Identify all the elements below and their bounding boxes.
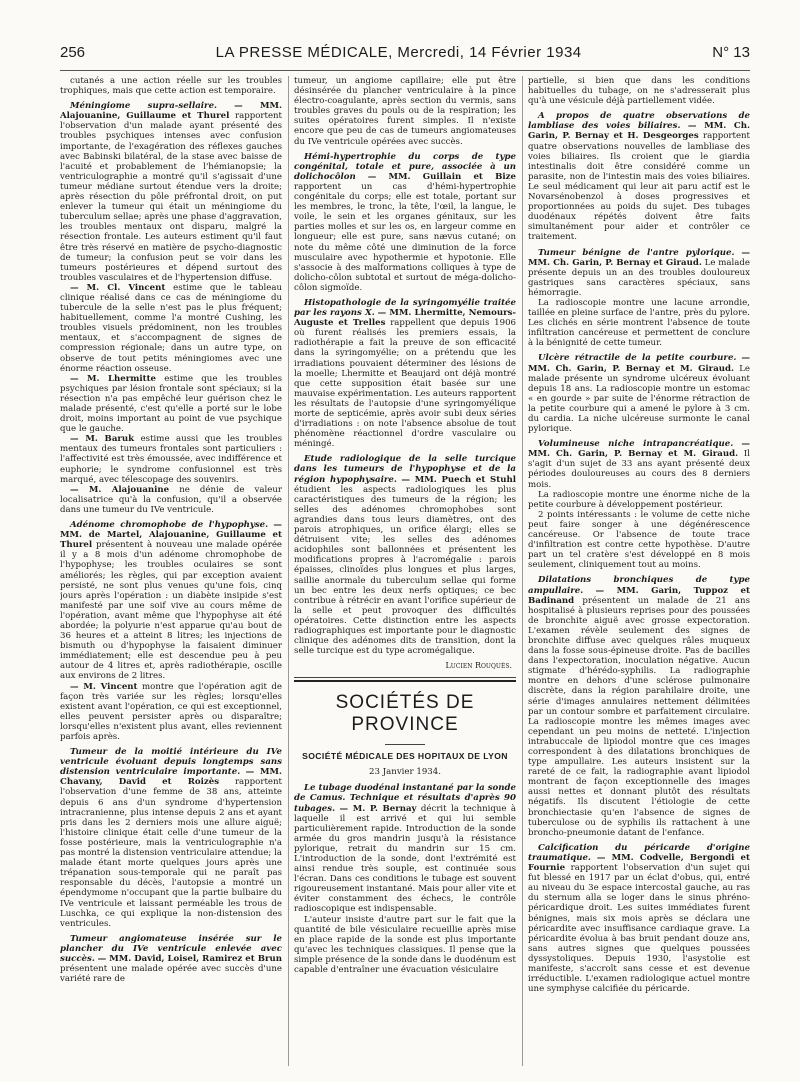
abstract-text: rapportent quatre observations nouvelles de lambliase des voies biliaires. Ils croient que le giardia intestinalis doit être considéré comme un parasite, non de l'intestin mais des voies biliaires. Le seul médicament qui leur ait paru actif est le Novarsénobenzol à doses progressives et proportionnées au poids du sujet. Des tubages duodénaux répétés doivent être faits simultanément pour aider et contrôler ce traitement. (528, 131, 750, 243)
abstract-title: Tumeur de la moitié intérieure du IVe ventricule évoluant depuis longtemps sans distension ventriculaire importante. (60, 747, 282, 778)
abstract-text: présentent un malade de 21 ans hospitalisé à plusieurs reprises pour des poussées de bronchite aiguë avec grosse expectoration. L'examen révèle seulement des signes de bronchite diffuse avec quelques râles muqueux dans la fosse sous-épineuse droite. Pas de bacilles dans l'expectoration, inoculation négative. Aucun stigmate d'hérédo-syphilis. La radiographie montre en dehors d'une sclérose pulmonaire discrète, dans la région parahilaire droite, une série d'images annulaires nettement délimitées par un contour sombre et parfaitement circulaire. La radioscopie montre les mêmes images avec cependant un peu moins de netteté. L'injection intrabuccale de lipiodol montre que ces images correspondent à des dilatations bronchiques de type ampullaire. Les auteurs insistent sur la rareté de ce fait, la radiographie avant lipiodol montrant de façon exceptionnelle des images aussi nettes et donnant plutôt des résultats négatifs. Ils discutent l'étiologie de cette bronchiectasie qu'en l'absence de signes de tuberculose ou de syphilis ils rattachent à une broncho-pneumonie datant de l'enfance. (528, 595, 750, 838)
paragraph (294, 76, 516, 147)
abstract-paragraph (60, 520, 282, 682)
abstract-text: montre que l'opération agit de façon très variée sur les règles; lorsqu'elles existent avant l'opération, ce qui est exceptionnel, elles peuvent persister après ou disparaître; lorsqu'elles n'existent plus avant, elles reviennent parfois après. (60, 681, 282, 742)
abstract-title: Etude radiologique de la selle turcique dans les tumeurs de l'hypophyse et de la région hypophysaire. (294, 454, 516, 485)
abstract-text: rapportent l'observation d'un sujet qui fut blessé en 1917 par un éclat d'obus, qui, entré au niveau du 3e espace intercostal gauche, au ras du sternum alla se loger dans le sinus phréno-péricardique droit. Les suites immédiates furent bénignes, mais six mois après se déclara une péricardite avec insuffisance cardiaque grave. La péricardite évolua à bas bruit pendant douze ans, sans autres signes que quelques poussées dyssystoliques. Depuis 1930, l'asystolie est manifeste, s'accroît sans cesse et est devenue irréductible. L'examen radiologique actuel montre une symphyse calcifiée du péricarde. (528, 863, 750, 995)
running-header (60, 44, 750, 71)
abstract-text: Le malade présente depuis un an des troubles douloureux gastriques sans caractères spéciaux, sans hémorragie. (528, 257, 750, 298)
abstract-title: Volumineuse niche intrapancréatique. (538, 439, 734, 450)
column-rule (522, 76, 523, 1066)
section-title: SOCIÉTÉS DE PROVINCE (335, 692, 475, 736)
abstract-title: Ulcère rétractile de la petite courbure. (538, 353, 737, 364)
abstract-title: Calcification du péricarde d'origine traumatique. (528, 842, 750, 863)
abstract-text: étudient les aspects radiologiques les plus caractéristiques des tumeurs de la région; les selles des adénomes chromophobes sont agrandies dans tous leurs diamètres, ont des parois atrophiques, un orifice élargi; elles se détruisent vite; les selles des adénomes acidophiles sont ballonnées et présentent les modifications propres à l'acromégalie : parois épaisses, clinoïdes plus longues et plus larges, saillie anormale du tuberculum sellae qui forme un bec entre les deux nerfs optiques; ce bec contribue à rétrécir en avant l'orifice supérieur de la selle et peut provoquer des difficultés opératoires. Cette distinction entre les aspects radiographiques est importante pour le diagnostic clinique des adénomes dits de transition, dont la selle turcique est du type acromégalique. (294, 484, 516, 657)
abstract-authors: — MM. Chavany, David et Roizès (60, 767, 282, 788)
abstract-authors: — MM. de Martel, Alajouanine, Guillaume et Thurel (60, 520, 282, 551)
abstract-authors: — MM. David, Loisel, Ramirez et Brun (97, 953, 282, 964)
abstract-title: Le tubage duodénal instantané par la sonde de Camus. Technique et résultats d'après 90 tubages. (294, 783, 516, 814)
abstract-title: Histopathologie de la syringomyélie traitée par les rayons X. (294, 297, 516, 319)
abstract-paragraph (60, 101, 282, 283)
abstract-text: Il s'agit d'un sujet de 33 ans ayant présenté deux périodes douloureuses au cours des 8 derniers mois. (528, 449, 750, 490)
abstract-title: Méningiome supra-sellaire. (70, 101, 218, 112)
abstract-text: tumeur, un angiome capillaire; elle put être désinsérée du plancher ventriculaire à la pince électro-coagulante, après section du vermis, sans troubles graves du pouls ou de la respiration; les suites opératoires furent simples. Il n'existe encore que peu de cas de tumeurs angiomateuses du IVe ventricule opérées avec succès. (294, 76, 516, 147)
abstract-text: présentent une malade opérée avec succès d'une variété rare de (60, 964, 282, 985)
abstract-text: rapportent l'observation d'un malade ayant présenté des troubles psychiques intenses avec confusion importante, de l'exagération des réflexes gauches avec Babinski bilatéral, de la stase avec baisse de l'acuité et probablement de l'hémianopsie; la ventriculographie a montré qu'il s'agissait d'une tumeur médiane surtout étendue vers la droite; après résection du pôle préfrontal droit, on put enlever la tumeur qui était un méningiome du tuberculum sellae; après une phase d'aggravation, les troubles mentaux ont disparu, malgré la résection frontale. Les auteurs estiment qu'il faut être très réservé en matière de psycho-diagnostic de tumeur; la confusion peut se voir dans les tumeurs postérieures et dépend surtout des troubles vasculaires et de l'hypertension diffuse. (60, 111, 282, 283)
column-2-articles (294, 76, 516, 656)
paragraph (528, 490, 750, 510)
abstract-title: Adénome chromophobe de l'hypophyse. (70, 520, 269, 531)
abstract-authors: — MM. Ch. Garin, P. Bernay et M. Giraud. (528, 353, 750, 374)
section-rule-thick (294, 680, 516, 682)
abstract-paragraph (60, 934, 282, 984)
paragraph (528, 298, 750, 348)
abstract-authors: — M. Alajouanine (70, 484, 170, 495)
meeting-date: 23 Janvier 1934. (369, 767, 441, 778)
abstract-paragraph (528, 843, 750, 994)
abstract-text: estime que les troubles psychiques par lésion frontale sont spéciaux; si la résection n'a pas empêché leur guérison chez le malade présenté, c'est qu'elle a porté sur le lobe droit, moins important au point de vue psychique que le gauche. (60, 373, 282, 435)
abstract-authors: — MM. Puech et Stuhl (401, 474, 516, 485)
society-name: SOCIÉTÉ MÉDICALE DES HOPITAUX DE LYON (302, 751, 508, 762)
section-rule (294, 677, 516, 678)
abstract-text: La radioscopie montre une lacune arrondie, taillée en pleine surface de l'antre, près du pylore. Les clichés en série montrent l'absence de toute infiltration cancéreuse et permettent de conclure à la bénignité de cette tumeur. (528, 297, 750, 349)
abstract-authors: — MM. Guillain et Bize (367, 171, 516, 182)
abstract-text: décrit la technique à laquelle il est arrivé et qui lui semble particulièrement rapide. Introduction de la sonde armée du gros mandrin jusqu'à la résistance pylorique, retrait du mandrin sur 15 cm. L'introduction de la sonde, dont l'extrémité est ainsi rendue très souple, est continuée sous l'écran. Dans ces conditions le tubage est souvent rigoureusement instantané. Mais pour aller vite et éviter constamment des échecs, le contrôle radioscopique est indispensable. (294, 803, 516, 915)
abstract-text: estime que le tableau clinique réalisé dans ce cas de méningiome du tubercule de la selle n'est pas le plus fréquent; habituellement, comme l'a montré Cushing, les troubles visuels prédominent, non les troubles mentaux, et s'accompagnent de signes de compression régionale; dans un autre type, on observe de tout petits méningiomes avec une énorme réaction osseuse. (60, 282, 282, 374)
paragraph (60, 434, 282, 484)
abstract-text: partielle, si bien que dans les conditions habituelles du tubage, on ne s'adresserait plus qu'à une vésicule déjà partiellement vidée. (528, 76, 750, 107)
abstract-text: ne dénie de valeur localisatrice qu'à la confusion, qu'il a observée dans une tumeur du IVe ventricule. (60, 484, 282, 515)
abstract-authors: — MM. Ch. Garin, P. Bernay et Giraud. (528, 247, 750, 268)
abstract-paragraph (528, 439, 750, 489)
paragraph (528, 510, 750, 571)
column-rule (288, 76, 289, 1066)
column-2-society-articles (294, 783, 516, 975)
page-number: 256 (60, 44, 86, 61)
abstract-title: Tumeur angiomateuse insérée sur le plancher du IVe ventricule enlevée avec succès. (60, 933, 282, 964)
abstract-paragraph (294, 152, 516, 293)
abstract-text: estime aussi que les troubles mentaux des tumeurs frontales sont particuliers : l'affectivité est très émoussée, avec indifférence et euphorie; le syndrome confusionnel est très marqué, avec télescopage des souvenirs. (60, 434, 282, 485)
abstract-authors: — MM. Alajouanine, Guillaume et Thurel (60, 101, 282, 122)
issue-number: N° 13 (712, 44, 750, 61)
paragraph (60, 485, 282, 515)
running-head: LA PRESSE MÉDICALE, Mercredi, 14 Février 1934 (215, 44, 582, 61)
abstract-title: Dilatations bronchiques de type ampullaire. (528, 575, 750, 596)
abstract-paragraph (528, 248, 750, 298)
short-rule (385, 744, 425, 745)
abstract-text: cutanés a une action réelle sur les troubles trophiques, mais que cette action est temporaire. (60, 76, 282, 97)
abstract-paragraph (60, 747, 282, 929)
paragraph (60, 283, 282, 374)
paragraph (294, 915, 516, 976)
abstract-title: A propos de quatre observations de lambliase des voies biliaires. (528, 111, 750, 132)
abstract-authors: — M. Baruk (70, 434, 135, 445)
abstract-text: présentent à nouveau une malade opérée il y a 8 mois d'un adénome chromophobe de l'hypophyse; les troubles oculaires se sont améliorés; les règles, qui par exception avaient persisté, ne sont plus venues qu'une fois, cinq jours après l'opération : un diabète insipide s'est manifesté par une soif vive au cours même de l'opération, avant même que l'hypophyse ait été abordée; la polyurie n'est apparue qu'au bout de 36 heures et a atteint 8 litres; les injections de bismuth ou d'hypophyse la faisaient diminuer immédiatement; elle est descendue peu à peu autour de 4 litres et, après radiothérapie, oscille aux environs de 2 litres. (60, 540, 282, 682)
abstract-paragraph (294, 783, 516, 914)
column-2 (294, 76, 516, 1066)
abstract-authors: — M. Cl. Vincent (70, 282, 166, 293)
abstract-text: rappellent que depuis 1906 où furent réalisés les premiers essais, la radiothérapie a fait la preuve de son efficacité dans la syringomyélie; on a prétendu que les irradiations pouvaient déterminer des lésions de la moelle; Lhermitte et Beaujard ont déjà montré que cette supposition était basée sur une mauvaise expérimentation. Les auteurs rapportent les résultats de l'autopsie d'une syringomyélique morte de septicémie, après avoir subi deux séries d'irradiations : on note l'absence absolue de tout phénomène réactionnel d'ordre vasculaire ou méningé. (294, 318, 516, 450)
abstract-paragraph (528, 353, 750, 434)
abstract-title: Hémi-hypertrophie du corps de type congénital, totale et pure, associée à un dolichocôlon (294, 151, 516, 182)
paragraph (60, 76, 282, 96)
abstract-authors: — MM. Ch. Garin, P. Bernay et H. Desgeorges (528, 121, 750, 142)
paragraph (60, 374, 282, 435)
abstract-paragraph (528, 575, 750, 837)
column-3 (528, 76, 750, 1066)
abstract-authors: — M. Vincent (70, 681, 138, 692)
paragraph (60, 682, 282, 743)
abstract-text: rapportent l'observation d'une femme de 38 ans, atteinte depuis 6 ans d'un syndrome d'hypertension intracranienne, plus intense depuis 2 ans et ayant pris dans les 2 derniers mois une allure aiguë; l'histoire clinique était celle d'une tumeur de la fosse postérieure, mais la ventriculographie n'a pas montré la distension ventriculaire attendue; la malade étant morte quelques jours après une trépanation sous-temporale qui ne paraît pas responsable du décès, l'autopsie a montré un épendymome n'occupant que la partie bulbaire du IVe ventricule et laissant perméable les trous de Luschka, ce qui explique la non-distension des ventricules. (60, 777, 282, 929)
abstract-text: rapportent un cas d'hémi-hypertrophie congénitale du corps; elle est totale, portant sur les membres, le tronc, la tête, l'œil, la langue, le voile, le sein et les organes génitaux, sur les parties molles et sur les os, en largeur comme en longueur; elle est pure, sans nævus cutané; on note du même côté une diminution de la force musculaire avec hypothermie et hypotonie. Elle s'associe à des malformations colliques à type de dolicho-côlon subtotal et surtout de méga-dolicho-côlon sigmoïde. (294, 181, 516, 293)
abstract-paragraph (294, 454, 516, 656)
paragraph (528, 76, 750, 106)
abstract-text: La radioscopie montre une énorme niche de la petite courbure à développement postérieur. (528, 489, 750, 510)
abstract-authors: — MM. Ch. Garin, P. Bernay et M. Giraud. (528, 439, 750, 460)
abstract-title: Tumeur bénigne de l'antre pylorique. (538, 247, 735, 258)
text-columns (60, 76, 750, 1066)
abstract-authors: — MM. Codvelle, Bergondi et Fournie (528, 852, 750, 874)
abstract-text: Le malade présente un syndrome ulcéreux évoluant depuis 18 ans. La radioscopie montre un estomac « en gourde » par suite de l'énorme rétraction de la petite courbure qui a amené le pylore à 3 cm. du cardia. La niche ulcéreuse surmonte le canal pylorique. (528, 363, 750, 435)
abstract-authors: — M. Lhermitte (70, 373, 157, 384)
abstract-authors: — MM. Garin, Tuppoz et Badinand (528, 585, 750, 606)
column-1 (60, 76, 282, 1066)
abstract-authors: — MM. Lhermitte, Nemours-Auguste et Trelles (294, 308, 516, 329)
abstract-authors: — M. P. Bernay (339, 803, 417, 814)
abstract-paragraph (294, 298, 516, 449)
abstract-text: L'auteur insiste d'autre part sur le fait que la quantité de bile vésiculaire recueillie après mise en place rapide de la sonde est plus importante qu'avec les techniques classiques. Il pense que la simple présence de la sonde dans le duodénum est capable d'entraîner une évacuation vésiculaire (294, 914, 516, 976)
author-signature: Lucien Rouquès. (445, 661, 512, 671)
abstract-paragraph (528, 111, 750, 242)
abstract-text: 2 points intéressants : le volume de cette niche peut faire songer à une dégénérescence cancéreuse. Or l'absence de toute trace d'infiltration est contre cette hypothèse. D'autre part un tel cratère s'est développé en 8 mois seulement, cliniquement tout au moins. (528, 509, 750, 571)
